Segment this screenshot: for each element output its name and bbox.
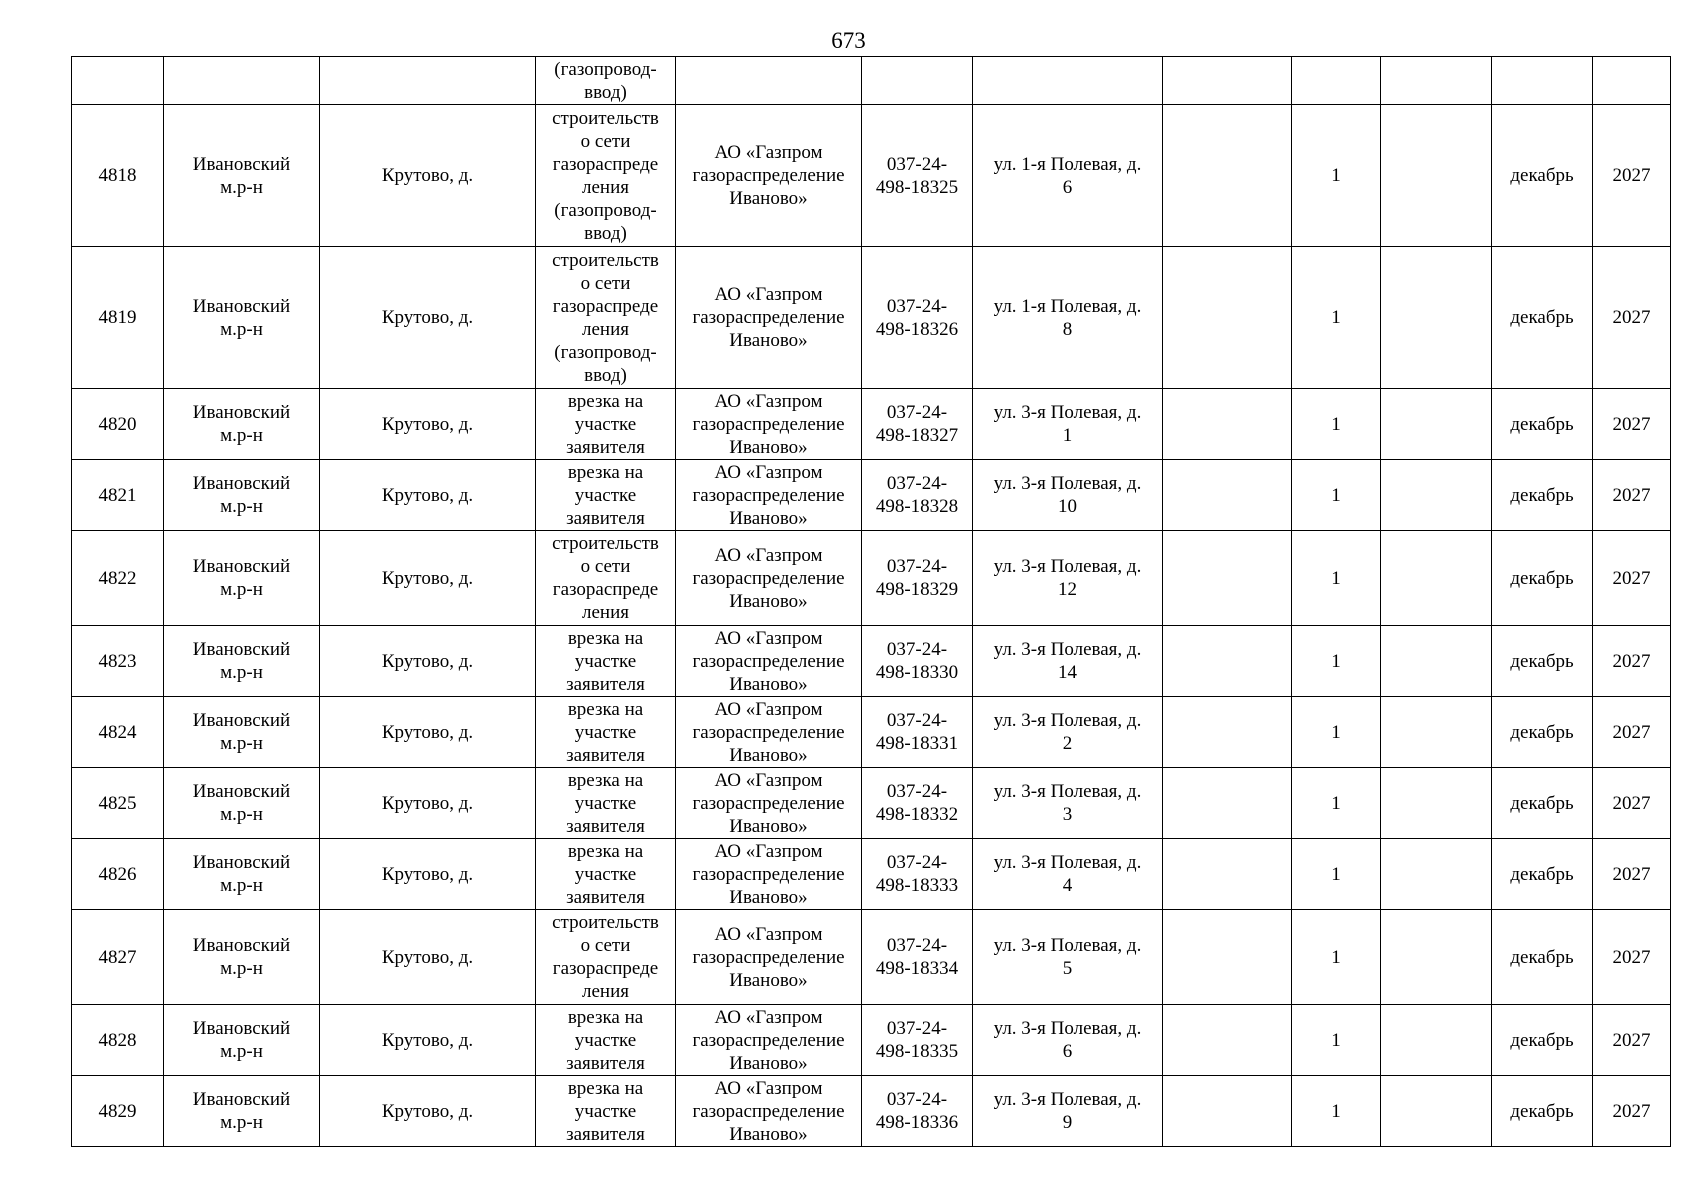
cell-address — [973, 57, 1163, 105]
cell-work-type: строительств о сети газораспреде ления (газопровод- ввод) — [536, 247, 676, 389]
cell-empty-8 — [1163, 768, 1292, 839]
cell-month — [1492, 57, 1593, 105]
cell-number — [72, 57, 164, 105]
cell-work-type: строительств о сети газораспреде ления — [536, 910, 676, 1005]
cell-address: ул. 3-я Полевая, д. 4 — [973, 839, 1163, 910]
cell-year: 2027 — [1593, 460, 1671, 531]
cell-district: Ивановский м.р-н — [164, 1005, 320, 1076]
cell-number: 4821 — [72, 460, 164, 531]
cell-work-type: врезка на участке заявителя — [536, 839, 676, 910]
cell-month: декабрь — [1492, 768, 1593, 839]
cell-address: ул. 3-я Полевая, д. 1 — [973, 389, 1163, 460]
cell-empty-8 — [1163, 531, 1292, 626]
cell-organization: АО «Газпром газораспределение Иваново» — [676, 460, 862, 531]
cell-empty-10 — [1381, 247, 1492, 389]
cell-settlement: Крутово, д. — [320, 626, 536, 697]
cell-address: ул. 3-я Полевая, д. 6 — [973, 1005, 1163, 1076]
cell-address: ул. 3-я Полевая, д. 9 — [973, 1076, 1163, 1147]
cell-month: декабрь — [1492, 389, 1593, 460]
cell-quantity — [1292, 57, 1381, 105]
cell-code: 037-24- 498-18329 — [862, 531, 973, 626]
cell-district: Ивановский м.р-н — [164, 768, 320, 839]
cell-work-type: (газопровод- ввод) — [536, 57, 676, 105]
cell-empty-8 — [1163, 57, 1292, 105]
cell-number: 4829 — [72, 1076, 164, 1147]
cell-address: ул. 3-я Полевая, д. 12 — [973, 531, 1163, 626]
table-row — [72, 697, 1671, 768]
cell-month: декабрь — [1492, 460, 1593, 531]
cell-address: ул. 3-я Полевая, д. 10 — [973, 460, 1163, 531]
cell-year: 2027 — [1593, 839, 1671, 910]
cell-settlement: Крутово, д. — [320, 910, 536, 1005]
cell-empty-10 — [1381, 1005, 1492, 1076]
cell-empty-10 — [1381, 57, 1492, 105]
cell-empty-8 — [1163, 1076, 1292, 1147]
cell-year: 2027 — [1593, 626, 1671, 697]
cell-organization: АО «Газпром газораспределение Иваново» — [676, 389, 862, 460]
cell-settlement: Крутово, д. — [320, 697, 536, 768]
cell-month: декабрь — [1492, 247, 1593, 389]
cell-empty-8 — [1163, 105, 1292, 247]
cell-month: декабрь — [1492, 839, 1593, 910]
cell-quantity: 1 — [1292, 839, 1381, 910]
cell-code — [862, 57, 973, 105]
cell-organization: АО «Газпром газораспределение Иваново» — [676, 626, 862, 697]
cell-month: декабрь — [1492, 910, 1593, 1005]
cell-number: 4822 — [72, 531, 164, 626]
cell-year: 2027 — [1593, 768, 1671, 839]
cell-empty-10 — [1381, 697, 1492, 768]
cell-year: 2027 — [1593, 105, 1671, 247]
cell-settlement — [320, 57, 536, 105]
cell-quantity: 1 — [1292, 697, 1381, 768]
cell-settlement: Крутово, д. — [320, 389, 536, 460]
cell-settlement: Крутово, д. — [320, 105, 536, 247]
cell-quantity: 1 — [1292, 626, 1381, 697]
table-row — [72, 247, 1671, 389]
cell-settlement: Крутово, д. — [320, 531, 536, 626]
cell-number: 4823 — [72, 626, 164, 697]
cell-month: декабрь — [1492, 626, 1593, 697]
cell-code: 037-24- 498-18328 — [862, 460, 973, 531]
table-body — [72, 57, 1671, 1147]
cell-address: ул. 3-я Полевая, д. 2 — [973, 697, 1163, 768]
cell-settlement: Крутово, д. — [320, 1005, 536, 1076]
cell-work-type: врезка на участке заявителя — [536, 460, 676, 531]
table-row — [72, 460, 1671, 531]
cell-empty-8 — [1163, 247, 1292, 389]
cell-number: 4826 — [72, 839, 164, 910]
cell-district: Ивановский м.р-н — [164, 531, 320, 626]
cell-address: ул. 1-я Полевая, д. 8 — [973, 247, 1163, 389]
cell-work-type: врезка на участке заявителя — [536, 389, 676, 460]
table-row — [72, 1076, 1671, 1147]
table-row — [72, 839, 1671, 910]
cell-address: ул. 3-я Полевая, д. 3 — [973, 768, 1163, 839]
cell-year: 2027 — [1593, 1076, 1671, 1147]
cell-code: 037-24- 498-18336 — [862, 1076, 973, 1147]
cell-settlement: Крутово, д. — [320, 1076, 536, 1147]
cell-district: Ивановский м.р-н — [164, 626, 320, 697]
cell-address: ул. 3-я Полевая, д. 5 — [973, 910, 1163, 1005]
cell-empty-8 — [1163, 460, 1292, 531]
cell-empty-8 — [1163, 697, 1292, 768]
cell-quantity: 1 — [1292, 1005, 1381, 1076]
cell-code: 037-24- 498-18326 — [862, 247, 973, 389]
cell-address: ул. 1-я Полевая, д. 6 — [973, 105, 1163, 247]
cell-settlement: Крутово, д. — [320, 247, 536, 389]
cell-work-type: строительств о сети газораспреде ления — [536, 531, 676, 626]
cell-organization: АО «Газпром газораспределение Иваново» — [676, 105, 862, 247]
cell-empty-10 — [1381, 531, 1492, 626]
cell-code: 037-24- 498-18325 — [862, 105, 973, 247]
cell-quantity: 1 — [1292, 460, 1381, 531]
cell-organization: АО «Газпром газораспределение Иваново» — [676, 768, 862, 839]
cell-work-type: врезка на участке заявителя — [536, 697, 676, 768]
cell-empty-8 — [1163, 839, 1292, 910]
cell-district: Ивановский м.р-н — [164, 105, 320, 247]
cell-number: 4824 — [72, 697, 164, 768]
cell-code: 037-24- 498-18332 — [862, 768, 973, 839]
cell-year: 2027 — [1593, 910, 1671, 1005]
table-row — [72, 531, 1671, 626]
cell-district: Ивановский м.р-н — [164, 247, 320, 389]
cell-code: 037-24- 498-18330 — [862, 626, 973, 697]
page-number: 673 — [831, 28, 866, 53]
cell-organization: АО «Газпром газораспределение Иваново» — [676, 1005, 862, 1076]
cell-work-type: строительств о сети газораспреде ления (газопровод- ввод) — [536, 105, 676, 247]
table-row — [72, 626, 1671, 697]
cell-address: ул. 3-я Полевая, д. 14 — [973, 626, 1163, 697]
cell-organization: АО «Газпром газораспределение Иваново» — [676, 839, 862, 910]
cell-number: 4819 — [72, 247, 164, 389]
cell-empty-10 — [1381, 1076, 1492, 1147]
cell-organization — [676, 57, 862, 105]
cell-district: Ивановский м.р-н — [164, 910, 320, 1005]
cell-year: 2027 — [1593, 247, 1671, 389]
cell-work-type: врезка на участке заявителя — [536, 1005, 676, 1076]
cell-work-type: врезка на участке заявителя — [536, 768, 676, 839]
cell-year — [1593, 57, 1671, 105]
cell-quantity: 1 — [1292, 910, 1381, 1005]
cell-code: 037-24- 498-18327 — [862, 389, 973, 460]
cell-empty-10 — [1381, 460, 1492, 531]
cell-empty-8 — [1163, 910, 1292, 1005]
cell-settlement: Крутово, д. — [320, 768, 536, 839]
cell-year: 2027 — [1593, 389, 1671, 460]
cell-quantity: 1 — [1292, 768, 1381, 839]
cell-month: декабрь — [1492, 105, 1593, 247]
cell-code: 037-24- 498-18335 — [862, 1005, 973, 1076]
table-row — [72, 105, 1671, 247]
cell-code: 037-24- 498-18334 — [862, 910, 973, 1005]
cell-code: 037-24- 498-18331 — [862, 697, 973, 768]
cell-month: декабрь — [1492, 697, 1593, 768]
cell-year: 2027 — [1593, 697, 1671, 768]
cell-quantity: 1 — [1292, 389, 1381, 460]
cell-month: декабрь — [1492, 1076, 1593, 1147]
cell-empty-10 — [1381, 105, 1492, 247]
cell-empty-8 — [1163, 626, 1292, 697]
cell-organization: АО «Газпром газораспределение Иваново» — [676, 697, 862, 768]
cell-district: Ивановский м.р-н — [164, 389, 320, 460]
cell-work-type: врезка на участке заявителя — [536, 626, 676, 697]
cell-settlement: Крутово, д. — [320, 839, 536, 910]
cell-year: 2027 — [1593, 531, 1671, 626]
cell-district: Ивановский м.р-н — [164, 460, 320, 531]
cell-empty-10 — [1381, 626, 1492, 697]
cell-organization: АО «Газпром газораспределение Иваново» — [676, 247, 862, 389]
cell-quantity: 1 — [1292, 1076, 1381, 1147]
cell-work-type: врезка на участке заявителя — [536, 1076, 676, 1147]
cell-organization: АО «Газпром газораспределение Иваново» — [676, 1076, 862, 1147]
table-row — [72, 389, 1671, 460]
cell-empty-8 — [1163, 1005, 1292, 1076]
cell-month: декабрь — [1492, 531, 1593, 626]
cell-empty-10 — [1381, 389, 1492, 460]
cell-district: Ивановский м.р-н — [164, 697, 320, 768]
cell-empty-10 — [1381, 839, 1492, 910]
table-row — [72, 768, 1671, 839]
table-row — [72, 910, 1671, 1005]
cell-settlement: Крутово, д. — [320, 460, 536, 531]
cell-organization: АО «Газпром газораспределение Иваново» — [676, 531, 862, 626]
cell-empty-8 — [1163, 389, 1292, 460]
cell-empty-10 — [1381, 910, 1492, 1005]
cell-district: Ивановский м.р-н — [164, 1076, 320, 1147]
cell-number: 4825 — [72, 768, 164, 839]
cell-number: 4818 — [72, 105, 164, 247]
cell-year: 2027 — [1593, 1005, 1671, 1076]
cell-quantity: 1 — [1292, 105, 1381, 247]
cell-quantity: 1 — [1292, 531, 1381, 626]
registry-table — [71, 56, 1671, 1147]
cell-empty-10 — [1381, 768, 1492, 839]
cell-quantity: 1 — [1292, 247, 1381, 389]
cell-district — [164, 57, 320, 105]
table-row — [72, 1005, 1671, 1076]
cell-number: 4827 — [72, 910, 164, 1005]
cell-district: Ивановский м.р-н — [164, 839, 320, 910]
cell-organization: АО «Газпром газораспределение Иваново» — [676, 910, 862, 1005]
cell-number: 4820 — [72, 389, 164, 460]
cell-number: 4828 — [72, 1005, 164, 1076]
cell-code: 037-24- 498-18333 — [862, 839, 973, 910]
table-row — [72, 57, 1671, 105]
cell-month: декабрь — [1492, 1005, 1593, 1076]
